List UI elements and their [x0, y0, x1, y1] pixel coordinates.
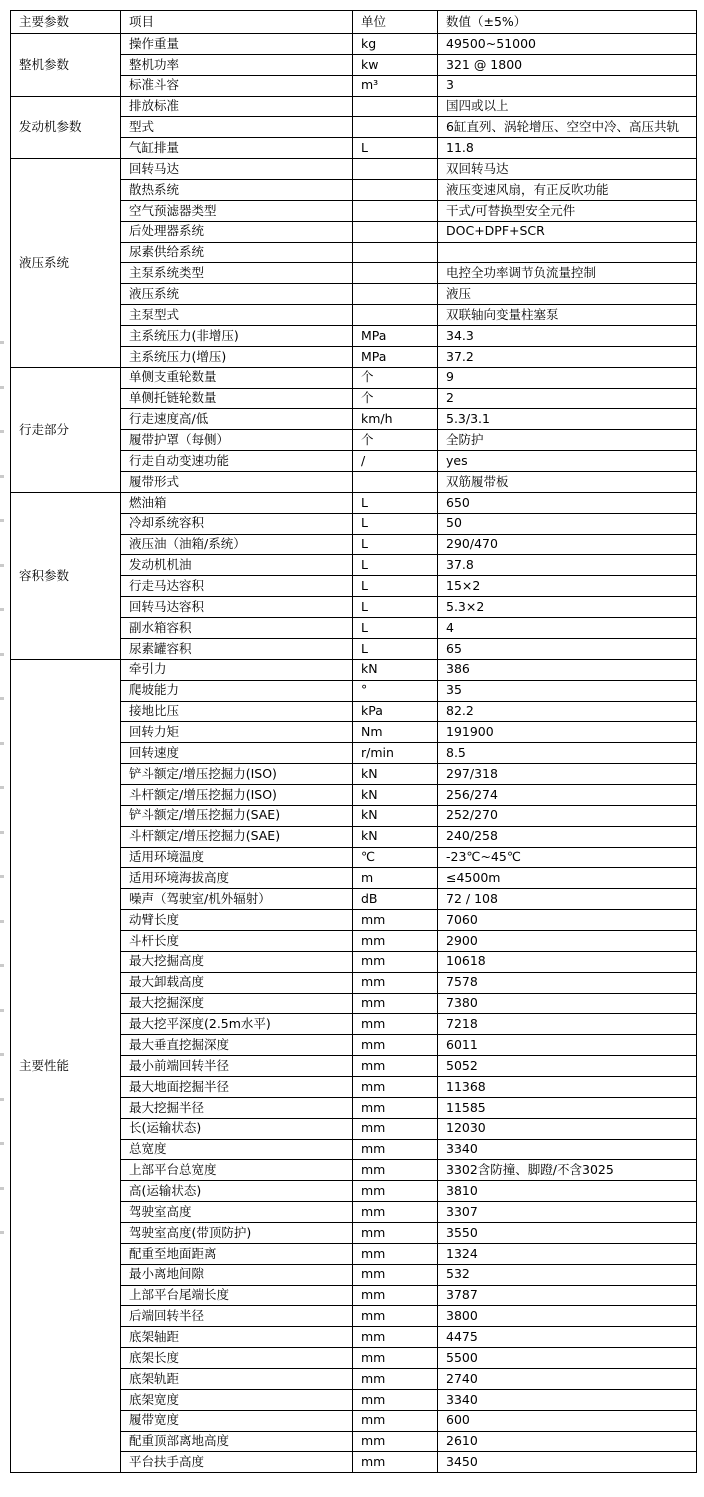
value-cell: 256/274 — [438, 784, 697, 805]
item-cell: 长(运输状态) — [121, 1118, 353, 1139]
value-cell: 37.8 — [438, 555, 697, 576]
item-cell: 操作重量 — [121, 34, 353, 55]
item-cell: 适用环境温度 — [121, 847, 353, 868]
value-cell: 7060 — [438, 910, 697, 931]
item-cell: 最大挖掘半径 — [121, 1097, 353, 1118]
value-cell: 3787 — [438, 1285, 697, 1306]
item-cell: 最大挖平深度(2.5m水平) — [121, 1014, 353, 1035]
unit-cell: Nm — [353, 722, 438, 743]
unit-cell: m — [353, 868, 438, 889]
item-cell: 履带形式 — [121, 472, 353, 493]
unit-cell: mm — [353, 1306, 438, 1327]
unit-cell: mm — [353, 1076, 438, 1097]
value-cell: 6缸直列、涡轮增压、空空中冷、高压共轨 — [438, 117, 697, 138]
category-cell: 行走部分 — [11, 367, 121, 492]
item-cell: 冷却系统容积 — [121, 513, 353, 534]
table-row — [11, 159, 697, 180]
unit-cell: MPa — [353, 346, 438, 367]
item-cell: 噪声（驾驶室/机外辐射） — [121, 889, 353, 910]
unit-cell: kN — [353, 805, 438, 826]
unit-cell: mm — [353, 1222, 438, 1243]
value-cell: 290/470 — [438, 534, 697, 555]
unit-cell: mm — [353, 1202, 438, 1223]
item-cell: 发动机机油 — [121, 555, 353, 576]
category-cell: 发动机参数 — [11, 96, 121, 159]
item-cell: 主系统压力(增压) — [121, 346, 353, 367]
value-cell: 50 — [438, 513, 697, 534]
value-cell: 3340 — [438, 1139, 697, 1160]
unit-cell: mm — [353, 1160, 438, 1181]
value-cell: 321 @ 1800 — [438, 54, 697, 75]
item-cell: 驾驶室高度(带顶防护) — [121, 1222, 353, 1243]
header-item: 项目 — [121, 11, 353, 34]
value-cell: 4 — [438, 618, 697, 639]
margin-artifact-dot — [0, 831, 4, 834]
item-cell: 斗杆长度 — [121, 930, 353, 951]
value-cell: 7380 — [438, 993, 697, 1014]
item-cell: 最小离地间隙 — [121, 1264, 353, 1285]
item-cell: 副水箱容积 — [121, 618, 353, 639]
unit-cell: mm — [353, 910, 438, 931]
margin-artifact-dot — [0, 920, 4, 923]
margin-artifact-dot — [0, 1053, 4, 1056]
unit-cell: L — [353, 138, 438, 159]
value-cell: DOC+DPF+SCR — [438, 221, 697, 242]
item-cell: 最大挖掘深度 — [121, 993, 353, 1014]
header-value: 数值（±5%） — [438, 11, 697, 34]
category-cell: 容积参数 — [11, 492, 121, 659]
margin-artifact-dot — [0, 475, 4, 478]
value-cell: 35 — [438, 680, 697, 701]
value-cell: 72 / 108 — [438, 889, 697, 910]
value-cell: 3800 — [438, 1306, 697, 1327]
item-cell: 总宽度 — [121, 1139, 353, 1160]
value-cell: 3450 — [438, 1452, 697, 1473]
value-cell: 34.3 — [438, 326, 697, 347]
value-cell: 液压变速风扇，有正反吹功能 — [438, 180, 697, 201]
value-cell: 5.3/3.1 — [438, 409, 697, 430]
value-cell: 双联轴向变量柱塞泵 — [438, 305, 697, 326]
unit-cell: ° — [353, 680, 438, 701]
unit-cell: mm — [353, 1348, 438, 1369]
unit-cell: mm — [353, 1035, 438, 1056]
category-cell: 整机参数 — [11, 34, 121, 97]
value-cell: 干式/可替换型安全元件 — [438, 200, 697, 221]
margin-artifact-dot — [0, 786, 4, 789]
item-cell: 最大卸载高度 — [121, 972, 353, 993]
item-cell: 底架轴距 — [121, 1327, 353, 1348]
item-cell: 散热系统 — [121, 180, 353, 201]
value-cell: 电控全功率调节负流量控制 — [438, 263, 697, 284]
unit-cell: mm — [353, 1431, 438, 1452]
item-cell: 配重至地面距离 — [121, 1243, 353, 1264]
unit-cell: mm — [353, 1139, 438, 1160]
item-cell: 后端回转半径 — [121, 1306, 353, 1327]
unit-cell — [353, 284, 438, 305]
item-cell: 配重顶部离地高度 — [121, 1431, 353, 1452]
unit-cell — [353, 263, 438, 284]
item-cell: 最大地面挖掘半径 — [121, 1076, 353, 1097]
unit-cell: mm — [353, 1056, 438, 1077]
unit-cell: L — [353, 492, 438, 513]
unit-cell: kN — [353, 826, 438, 847]
value-cell: 6011 — [438, 1035, 697, 1056]
value-cell: 3550 — [438, 1222, 697, 1243]
value-cell: 8.5 — [438, 743, 697, 764]
item-cell: 气缸排量 — [121, 138, 353, 159]
item-cell: 牵引力 — [121, 659, 353, 680]
value-cell: 252/270 — [438, 805, 697, 826]
margin-artifact-dot — [0, 608, 4, 611]
unit-cell: L — [353, 513, 438, 534]
unit-cell: mm — [353, 1327, 438, 1348]
value-cell: 9 — [438, 367, 697, 388]
item-cell: 爬坡能力 — [121, 680, 353, 701]
unit-cell: L — [353, 618, 438, 639]
unit-cell: L — [353, 555, 438, 576]
unit-cell: 个 — [353, 367, 438, 388]
value-cell: 液压 — [438, 284, 697, 305]
unit-cell — [353, 472, 438, 493]
header-category: 主要参数 — [11, 11, 121, 34]
item-cell: 履带宽度 — [121, 1410, 353, 1431]
value-cell: 65 — [438, 638, 697, 659]
unit-cell: mm — [353, 1243, 438, 1264]
value-cell: 3307 — [438, 1202, 697, 1223]
item-cell: 铲斗额定/增压挖掘力(ISO) — [121, 764, 353, 785]
value-cell: 37.2 — [438, 346, 697, 367]
item-cell: 主系统压力(非增压) — [121, 326, 353, 347]
item-cell: 回转力矩 — [121, 722, 353, 743]
value-cell: 191900 — [438, 722, 697, 743]
unit-cell: kN — [353, 659, 438, 680]
margin-artifact-dot — [0, 1098, 4, 1101]
value-cell: 49500~51000 — [438, 34, 697, 55]
value-cell: yes — [438, 451, 697, 472]
margin-artifact-dot — [0, 742, 4, 745]
unit-cell: mm — [353, 1118, 438, 1139]
unit-cell: dB — [353, 889, 438, 910]
value-cell: 2740 — [438, 1369, 697, 1390]
unit-cell: mm — [353, 1097, 438, 1118]
value-cell: 2 — [438, 388, 697, 409]
unit-cell: L — [353, 597, 438, 618]
value-cell: 双筋履带板 — [438, 472, 697, 493]
margin-artifact-dot — [0, 1187, 4, 1190]
item-cell: 回转马达 — [121, 159, 353, 180]
item-cell: 单侧托链轮数量 — [121, 388, 353, 409]
unit-cell: mm — [353, 930, 438, 951]
unit-cell — [353, 221, 438, 242]
margin-artifact-dot — [0, 653, 4, 656]
value-cell: 4475 — [438, 1327, 697, 1348]
unit-cell — [353, 117, 438, 138]
item-cell: 回转速度 — [121, 743, 353, 764]
item-cell: 动臂长度 — [121, 910, 353, 931]
spec-sheet — [10, 10, 697, 1473]
unit-cell: mm — [353, 1369, 438, 1390]
table-row — [11, 492, 697, 513]
unit-cell: mm — [353, 1264, 438, 1285]
margin-artifact-dot — [0, 697, 4, 700]
value-cell: 国四或以上 — [438, 96, 697, 117]
unit-cell: mm — [353, 1014, 438, 1035]
item-cell: 适用环境海拔高度 — [121, 868, 353, 889]
item-cell: 平台扶手高度 — [121, 1452, 353, 1473]
margin-artifact-dot — [0, 964, 4, 967]
value-cell: 双回转马达 — [438, 159, 697, 180]
value-cell: 3340 — [438, 1389, 697, 1410]
value-cell: 650 — [438, 492, 697, 513]
unit-cell: mm — [353, 951, 438, 972]
value-cell — [438, 242, 697, 263]
margin-artifact-dot — [0, 1009, 4, 1012]
item-cell: 最小前端回转半径 — [121, 1056, 353, 1077]
unit-cell: L — [353, 576, 438, 597]
unit-cell: mm — [353, 1452, 438, 1473]
margin-artifact-dot — [0, 519, 4, 522]
item-cell: 驾驶室高度 — [121, 1202, 353, 1223]
table-row — [11, 367, 697, 388]
item-cell: 底架长度 — [121, 1348, 353, 1369]
value-cell: 5500 — [438, 1348, 697, 1369]
value-cell: 600 — [438, 1410, 697, 1431]
unit-cell: ℃ — [353, 847, 438, 868]
item-cell: 单侧支重轮数量 — [121, 367, 353, 388]
unit-cell — [353, 96, 438, 117]
unit-cell: 个 — [353, 430, 438, 451]
unit-cell — [353, 200, 438, 221]
unit-cell: L — [353, 534, 438, 555]
unit-cell — [353, 305, 438, 326]
table-row — [11, 659, 697, 680]
value-cell: 3302含防撞、脚蹬/不含3025 — [438, 1160, 697, 1181]
value-cell: 2900 — [438, 930, 697, 951]
item-cell: 液压系统 — [121, 284, 353, 305]
value-cell: 386 — [438, 659, 697, 680]
unit-cell: m³ — [353, 75, 438, 96]
value-cell: 11368 — [438, 1076, 697, 1097]
item-cell: 标准斗容 — [121, 75, 353, 96]
item-cell: 底架宽度 — [121, 1389, 353, 1410]
value-cell: 5.3×2 — [438, 597, 697, 618]
item-cell: 燃油箱 — [121, 492, 353, 513]
item-cell: 后处理器系统 — [121, 221, 353, 242]
unit-cell: kw — [353, 54, 438, 75]
unit-cell: mm — [353, 972, 438, 993]
unit-cell: mm — [353, 1285, 438, 1306]
value-cell: 532 — [438, 1264, 697, 1285]
value-cell: 7578 — [438, 972, 697, 993]
category-cell: 液压系统 — [11, 159, 121, 368]
item-cell: 行走速度高/低 — [121, 409, 353, 430]
item-cell: 铲斗额定/增压挖掘力(SAE) — [121, 805, 353, 826]
item-cell: 斗杆额定/增压挖掘力(ISO) — [121, 784, 353, 805]
item-cell: 行走自动变速功能 — [121, 451, 353, 472]
header-row — [11, 11, 697, 34]
unit-cell: mm — [353, 1410, 438, 1431]
value-cell: 82.2 — [438, 701, 697, 722]
item-cell: 主泵系统类型 — [121, 263, 353, 284]
margin-artifact-dot — [0, 341, 4, 344]
item-cell: 上部平台总宽度 — [121, 1160, 353, 1181]
unit-cell: km/h — [353, 409, 438, 430]
margin-artifact-dot — [0, 564, 4, 567]
margin-artifact-dot — [0, 875, 4, 878]
item-cell: 主泵型式 — [121, 305, 353, 326]
value-cell: 3810 — [438, 1181, 697, 1202]
unit-cell: kPa — [353, 701, 438, 722]
unit-cell: 个 — [353, 388, 438, 409]
unit-cell: mm — [353, 993, 438, 1014]
spec-table — [10, 10, 697, 1473]
item-cell: 整机功率 — [121, 54, 353, 75]
unit-cell — [353, 242, 438, 263]
item-cell: 回转马达容积 — [121, 597, 353, 618]
item-cell: 接地比压 — [121, 701, 353, 722]
margin-artifact-dot — [0, 430, 4, 433]
value-cell: ≤4500m — [438, 868, 697, 889]
value-cell: 15×2 — [438, 576, 697, 597]
unit-cell: kN — [353, 764, 438, 785]
category-cell: 主要性能 — [11, 659, 121, 1473]
margin-artifact-dot — [0, 386, 4, 389]
table-row — [11, 96, 697, 117]
unit-cell — [353, 159, 438, 180]
unit-cell — [353, 180, 438, 201]
item-cell: 上部平台尾端长度 — [121, 1285, 353, 1306]
item-cell: 尿素罐容积 — [121, 638, 353, 659]
item-cell: 型式 — [121, 117, 353, 138]
item-cell: 履带护罩（每侧） — [121, 430, 353, 451]
item-cell: 底架轨距 — [121, 1369, 353, 1390]
value-cell: 11585 — [438, 1097, 697, 1118]
unit-cell: kg — [353, 34, 438, 55]
item-cell: 最大挖掘高度 — [121, 951, 353, 972]
unit-cell: L — [353, 638, 438, 659]
value-cell: 1324 — [438, 1243, 697, 1264]
value-cell: 2610 — [438, 1431, 697, 1452]
unit-cell: / — [353, 451, 438, 472]
margin-artifact-dot — [0, 1142, 4, 1145]
value-cell: 7218 — [438, 1014, 697, 1035]
item-cell: 高(运输状态) — [121, 1181, 353, 1202]
value-cell: 297/318 — [438, 764, 697, 785]
unit-cell: r/min — [353, 743, 438, 764]
value-cell: 240/258 — [438, 826, 697, 847]
item-cell: 尿素供给系统 — [121, 242, 353, 263]
value-cell: 5052 — [438, 1056, 697, 1077]
value-cell: 11.8 — [438, 138, 697, 159]
unit-cell: mm — [353, 1389, 438, 1410]
value-cell: 10618 — [438, 951, 697, 972]
item-cell: 排放标准 — [121, 96, 353, 117]
header-unit: 单位 — [353, 11, 438, 34]
unit-cell: mm — [353, 1181, 438, 1202]
table-row — [11, 34, 697, 55]
item-cell: 行走马达容积 — [121, 576, 353, 597]
margin-artifact-dot — [0, 1231, 4, 1234]
item-cell: 斗杆额定/增压挖掘力(SAE) — [121, 826, 353, 847]
item-cell: 空气预滤器类型 — [121, 200, 353, 221]
unit-cell: kN — [353, 784, 438, 805]
unit-cell: MPa — [353, 326, 438, 347]
value-cell: 3 — [438, 75, 697, 96]
value-cell: 全防护 — [438, 430, 697, 451]
value-cell: 12030 — [438, 1118, 697, 1139]
value-cell: -23℃~45℃ — [438, 847, 697, 868]
item-cell: 最大垂直挖掘深度 — [121, 1035, 353, 1056]
item-cell: 液压油（油箱/系统） — [121, 534, 353, 555]
